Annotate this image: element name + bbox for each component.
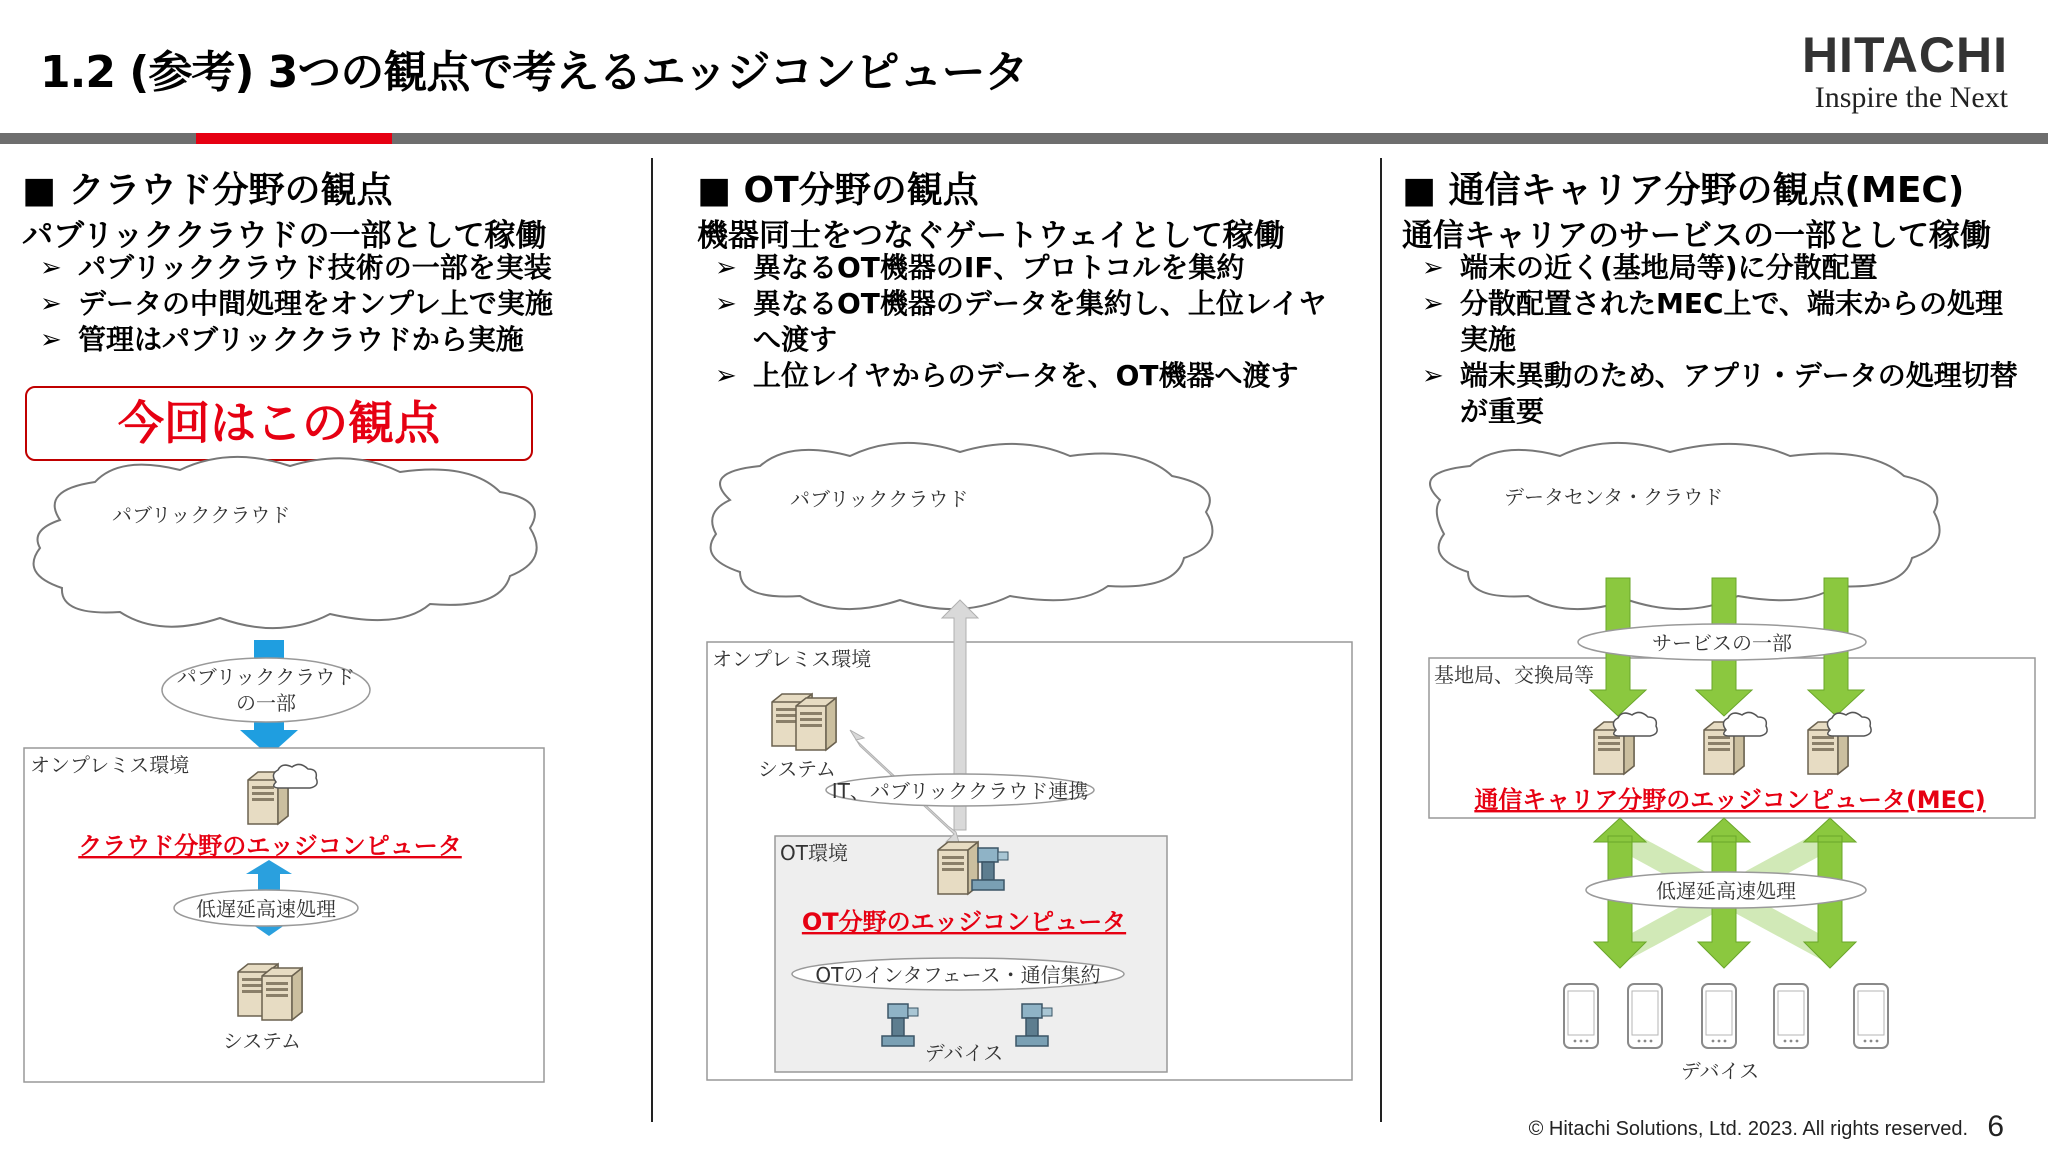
phone-icon xyxy=(1628,984,1662,1048)
diagram-label: オンプレミス環境 xyxy=(712,647,872,671)
bullet-line: 異なるOT機器のデータを集約し、上位レイヤ xyxy=(753,287,1327,320)
diagram-label: 低遅延高速処理 xyxy=(196,897,336,921)
diagram-label: システム xyxy=(223,1029,301,1053)
public-cloud-shape xyxy=(711,443,1213,609)
diagram-label: 基地局、交換局等 xyxy=(1434,663,1594,687)
phone-icon xyxy=(1854,984,1888,1048)
copyright: © Hitachi Solutions, Ltd. 2023. All rights reserved. xyxy=(1528,1118,1968,1140)
bullet-line: 実施 xyxy=(1460,323,1517,356)
diagram-label: の一部 xyxy=(236,691,296,715)
phone-icon xyxy=(1774,984,1808,1048)
ot-section-heading: ■ OT分野の観点 xyxy=(697,170,979,211)
diagram-label: パブリッククラウド xyxy=(176,665,356,689)
diagram-label: データセンタ・クラウド xyxy=(1504,485,1724,509)
diagram-label: OT環境 xyxy=(780,841,848,865)
bullet-line: が重要 xyxy=(1460,395,1545,428)
diagram-label: サービスの一部 xyxy=(1652,631,1792,655)
diagram-label: パブリッククラウド xyxy=(112,503,291,527)
cloud-section-heading: ■ クラウド分野の観点 xyxy=(22,170,393,211)
mec-diagram xyxy=(1429,443,2035,1083)
datacenter-cloud-shape xyxy=(1430,443,1940,609)
diagram-label: 通信キャリア分野のエッジコンピュータ(MEC) xyxy=(1474,786,1986,814)
mec-section-subheading: 通信キャリアのサービスの一部として稼働 xyxy=(1402,218,1991,254)
server-icon xyxy=(262,968,302,1020)
cloud-diagram xyxy=(24,457,544,1082)
bullet-item: ➢ 上位レイヤからのデータを、OT機器へ渡す xyxy=(715,358,1327,394)
diagram-label: オンプレミス環境 xyxy=(30,753,190,777)
bullet-item: ➢ 管理はパブリッククラウドから実施 xyxy=(40,322,553,358)
bullet-item: ➢ 異なるOT機器のIF、プロトコルを集約 xyxy=(715,250,1327,286)
page-number: 6 xyxy=(1987,1110,2004,1143)
diagram-label: デバイス xyxy=(924,1041,1004,1065)
current-viewpoint-callout: 今回はこの観点 xyxy=(25,386,533,461)
ot-diagram xyxy=(707,443,1352,1080)
diagram-label: デバイス xyxy=(1680,1059,1760,1083)
server-icon xyxy=(796,698,836,750)
diagram-label: OT分野のエッジコンピュータ xyxy=(801,908,1127,936)
mec-section-heading: ■ 通信キャリア分野の観点(MEC) xyxy=(1402,170,1965,211)
bullet-line: 端末異動のため、アプリ・データの処理切替 xyxy=(1460,359,2018,392)
bullet-line: 分散配置されたMEC上で、端末からの処理 xyxy=(1460,287,2003,320)
cloud-section-subheading: パブリッククラウドの一部として稼働 xyxy=(22,218,547,254)
slide-title: 1.2 (参考) 3つの観点で考えるエッジコンピュータ xyxy=(40,47,1028,98)
brand-name: HITACHI xyxy=(1801,27,2008,83)
bullet-line: へ渡す xyxy=(753,323,838,356)
bullet-item: ➢ 端末の近く(基地局等)に分散配置 xyxy=(1422,250,2018,286)
public-cloud-shape xyxy=(34,457,537,628)
diagram-label: システム xyxy=(758,757,836,781)
diagram-label: OTのインタフェース・通信集約 xyxy=(815,963,1101,987)
diagram-label: パブリッククラウド xyxy=(790,487,969,511)
phone-icon xyxy=(1702,984,1736,1048)
brand-slogan: Inspire the Next xyxy=(1814,81,2008,114)
diagram-label: IT、パブリッククラウド連携 xyxy=(831,779,1089,803)
diagram-label: 低遅延高速処理 xyxy=(1656,879,1796,903)
ot-section-subheading: 機器同士をつなぐゲートウェイとして稼働 xyxy=(697,218,1285,254)
diagram-label: クラウド分野のエッジコンピュータ xyxy=(78,832,462,860)
bullet-item: ➢ パブリッククラウド技術の一部を実装 xyxy=(40,250,553,286)
phone-icon xyxy=(1564,984,1598,1048)
bullet-item: ➢ データの中間処理をオンプレ上で実施 xyxy=(40,286,553,322)
